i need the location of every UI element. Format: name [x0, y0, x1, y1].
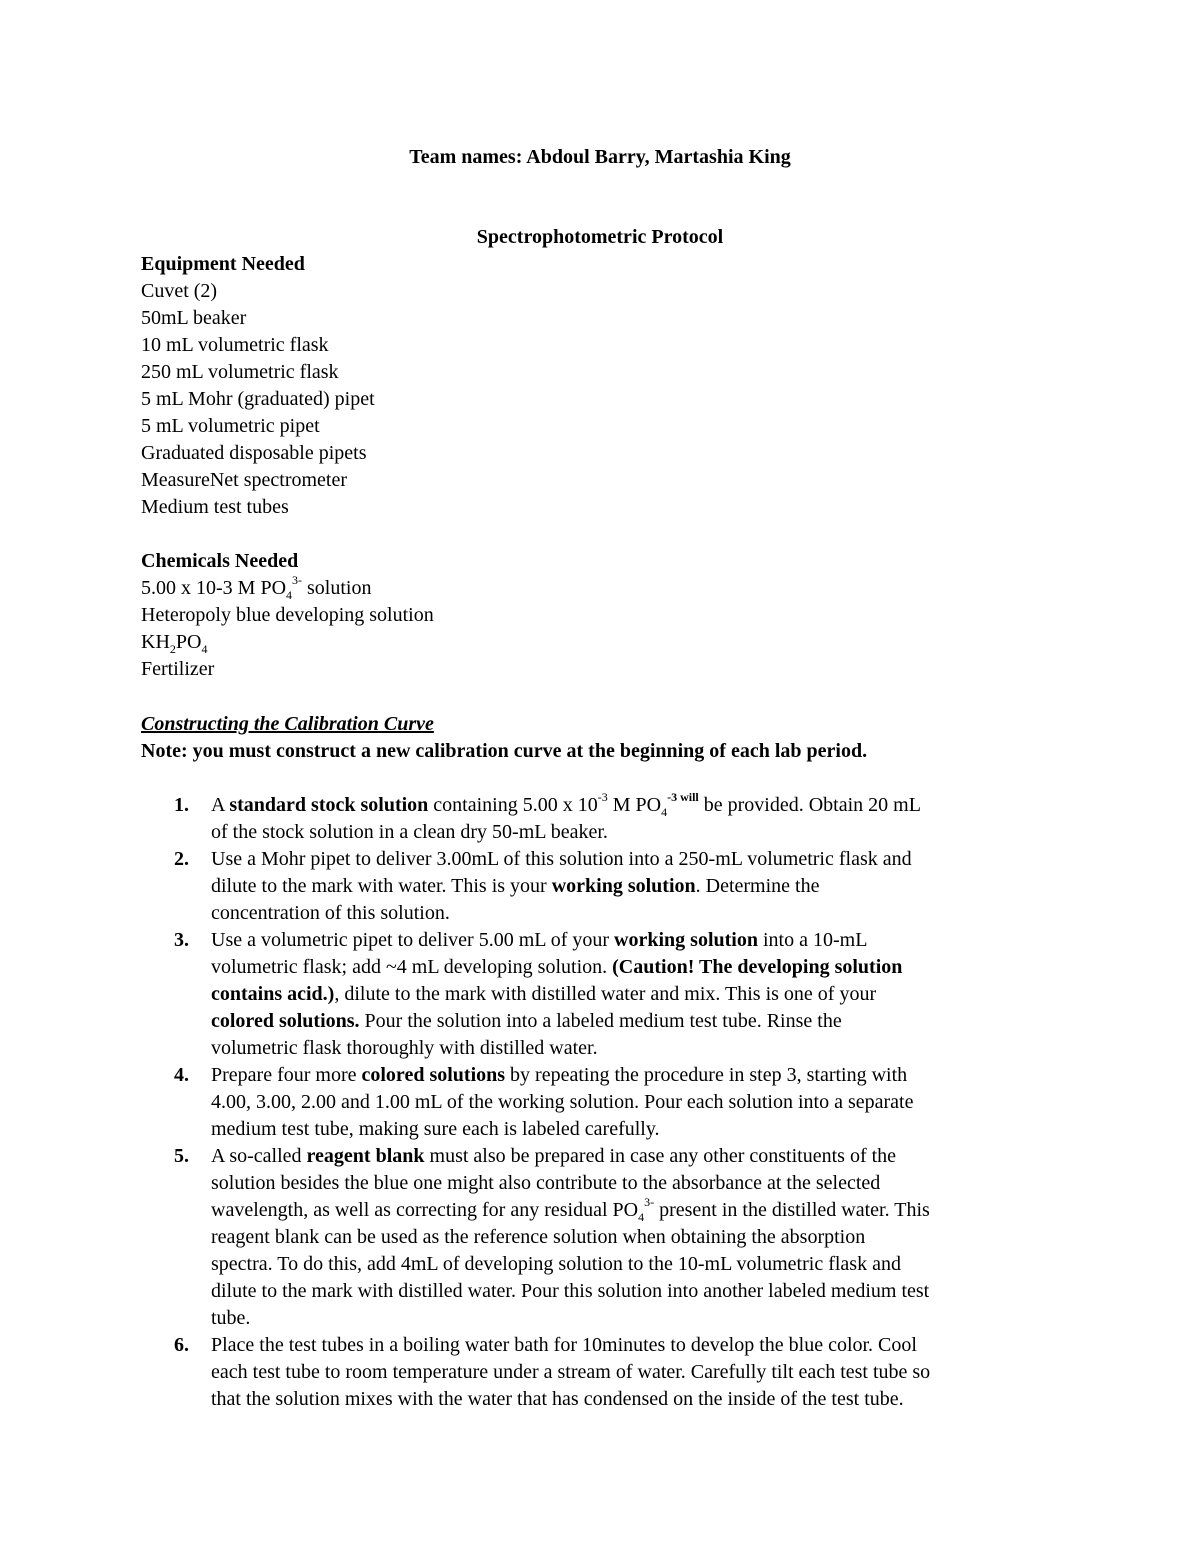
equipment-item: 50mL beaker: [141, 307, 247, 329]
step-number: 6.: [174, 1334, 189, 1356]
step-5: [141, 1143, 1071, 1332]
step-number: 5.: [174, 1145, 189, 1167]
step-line: medium test tube, making sure each is labeled carefully.: [211, 1118, 660, 1140]
step-line: tube.: [211, 1307, 251, 1329]
chemical-item: 5.00 x 10-3 M $PO_4^{3-}$ solution: [141, 573, 372, 602]
step-4: [141, 1062, 1071, 1143]
chemicals-heading: Chemicals Needed: [141, 550, 299, 572]
step-number: 1.: [174, 794, 189, 816]
step-number: 4.: [174, 1064, 189, 1086]
step-line: spectra. To do this, add 4mL of developing solution to the 10-mL volumetric flask and: [211, 1253, 901, 1275]
equipment-item: MeasureNet spectrometer: [141, 469, 348, 491]
step-line: Place the test tubes in a boiling water bath for 10minutes to develop the blue color. Cool: [211, 1334, 917, 1356]
equipment-section: [141, 251, 1081, 521]
chemical-item: $KH_2PO_4$: [141, 631, 208, 656]
step-line: Prepare four more colored solutions by repeating the procedure in step 3, starting with: [211, 1064, 908, 1086]
step-line: dilute to the mark with water. This is your working solution. Determine the: [211, 875, 820, 897]
step-line: A so-called reagent blank must also be prepared in case any other constituents of the: [211, 1145, 897, 1167]
step-line: wavelength, as well as correcting for any residual $PO_4^{3-}$ present in the distilled water. This: [211, 1195, 930, 1224]
equipment-item: 250 mL volumetric flask: [141, 361, 339, 383]
step-6: [141, 1332, 1071, 1413]
step-line: volumetric flask thoroughly with distilled water.: [211, 1037, 598, 1059]
chemical-item: Heteropoly blue developing solution: [141, 604, 434, 626]
step-number: 3.: [174, 929, 189, 951]
step-line: Use a volumetric pipet to deliver 5.00 mL of your working solution into a 10-mL: [211, 929, 868, 951]
team-names: Team names: Abdoul Barry, Martashia King: [409, 146, 791, 168]
procedure-steps: [141, 792, 1071, 1413]
equipment-heading: Equipment Needed: [141, 253, 305, 275]
step-line: that the solution mixes with the water that has condensed on the inside of the test tube.: [211, 1388, 904, 1410]
step-line: A standard stock solution containing 5.00 x $10^{-3}$ M $PO_4^{-3 will}$ be provided. Obtain 20 mL: [211, 790, 921, 819]
step-line: reagent blank can be used as the reference solution when obtaining the absorption: [211, 1226, 866, 1248]
equipment-item: Medium test tubes: [141, 496, 289, 518]
calibration-note: Note: you must construct a new calibration curve at the beginning of each lab period.: [141, 740, 868, 762]
equipment-item: Cuvet (2): [141, 280, 218, 302]
calibration-section: [141, 711, 1081, 765]
step-line: each test tube to room temperature under a stream of water. Carefully tilt each test tube so: [211, 1361, 931, 1383]
chemicals-section: [141, 548, 1081, 683]
equipment-item: Graduated disposable pipets: [141, 442, 367, 464]
step-line: volumetric flask; add ~4 mL developing solution. (Caution! The developing solution: [211, 956, 903, 978]
chemical-item: Fertilizer: [141, 658, 215, 680]
step-1: [141, 792, 1071, 846]
step-line: solution besides the blue one might also contribute to the absorbance at the selected: [211, 1172, 881, 1194]
step-line: 4.00, 3.00, 2.00 and 1.00 mL of the working solution. Pour each solution into a separate: [211, 1091, 914, 1113]
step-line: concentration of this solution.: [211, 902, 450, 924]
calibration-title: Constructing the Calibration Curve: [141, 713, 434, 735]
step-line: of the stock solution in a clean dry 50-mL beaker.: [211, 821, 608, 843]
step-3: [141, 927, 1071, 1062]
equipment-item: 10 mL volumetric flask: [141, 334, 329, 356]
equipment-item: 5 mL volumetric pipet: [141, 415, 320, 437]
step-2: [141, 846, 1071, 927]
step-number: 2.: [174, 848, 189, 870]
step-line: dilute to the mark with distilled water. Pour this solution into another labeled medium test: [211, 1280, 930, 1302]
step-line: contains acid.), dilute to the mark with distilled water and mix. This is one of your: [211, 983, 877, 1005]
step-line: Use a Mohr pipet to deliver 3.00mL of this solution into a 250-mL volumetric flask and: [211, 848, 912, 870]
protocol-title: Spectrophotometric Protocol: [476, 226, 724, 248]
equipment-item: 5 mL Mohr (graduated) pipet: [141, 388, 375, 410]
step-line: colored solutions. Pour the solution into a labeled medium test tube. Rinse the: [211, 1010, 842, 1032]
